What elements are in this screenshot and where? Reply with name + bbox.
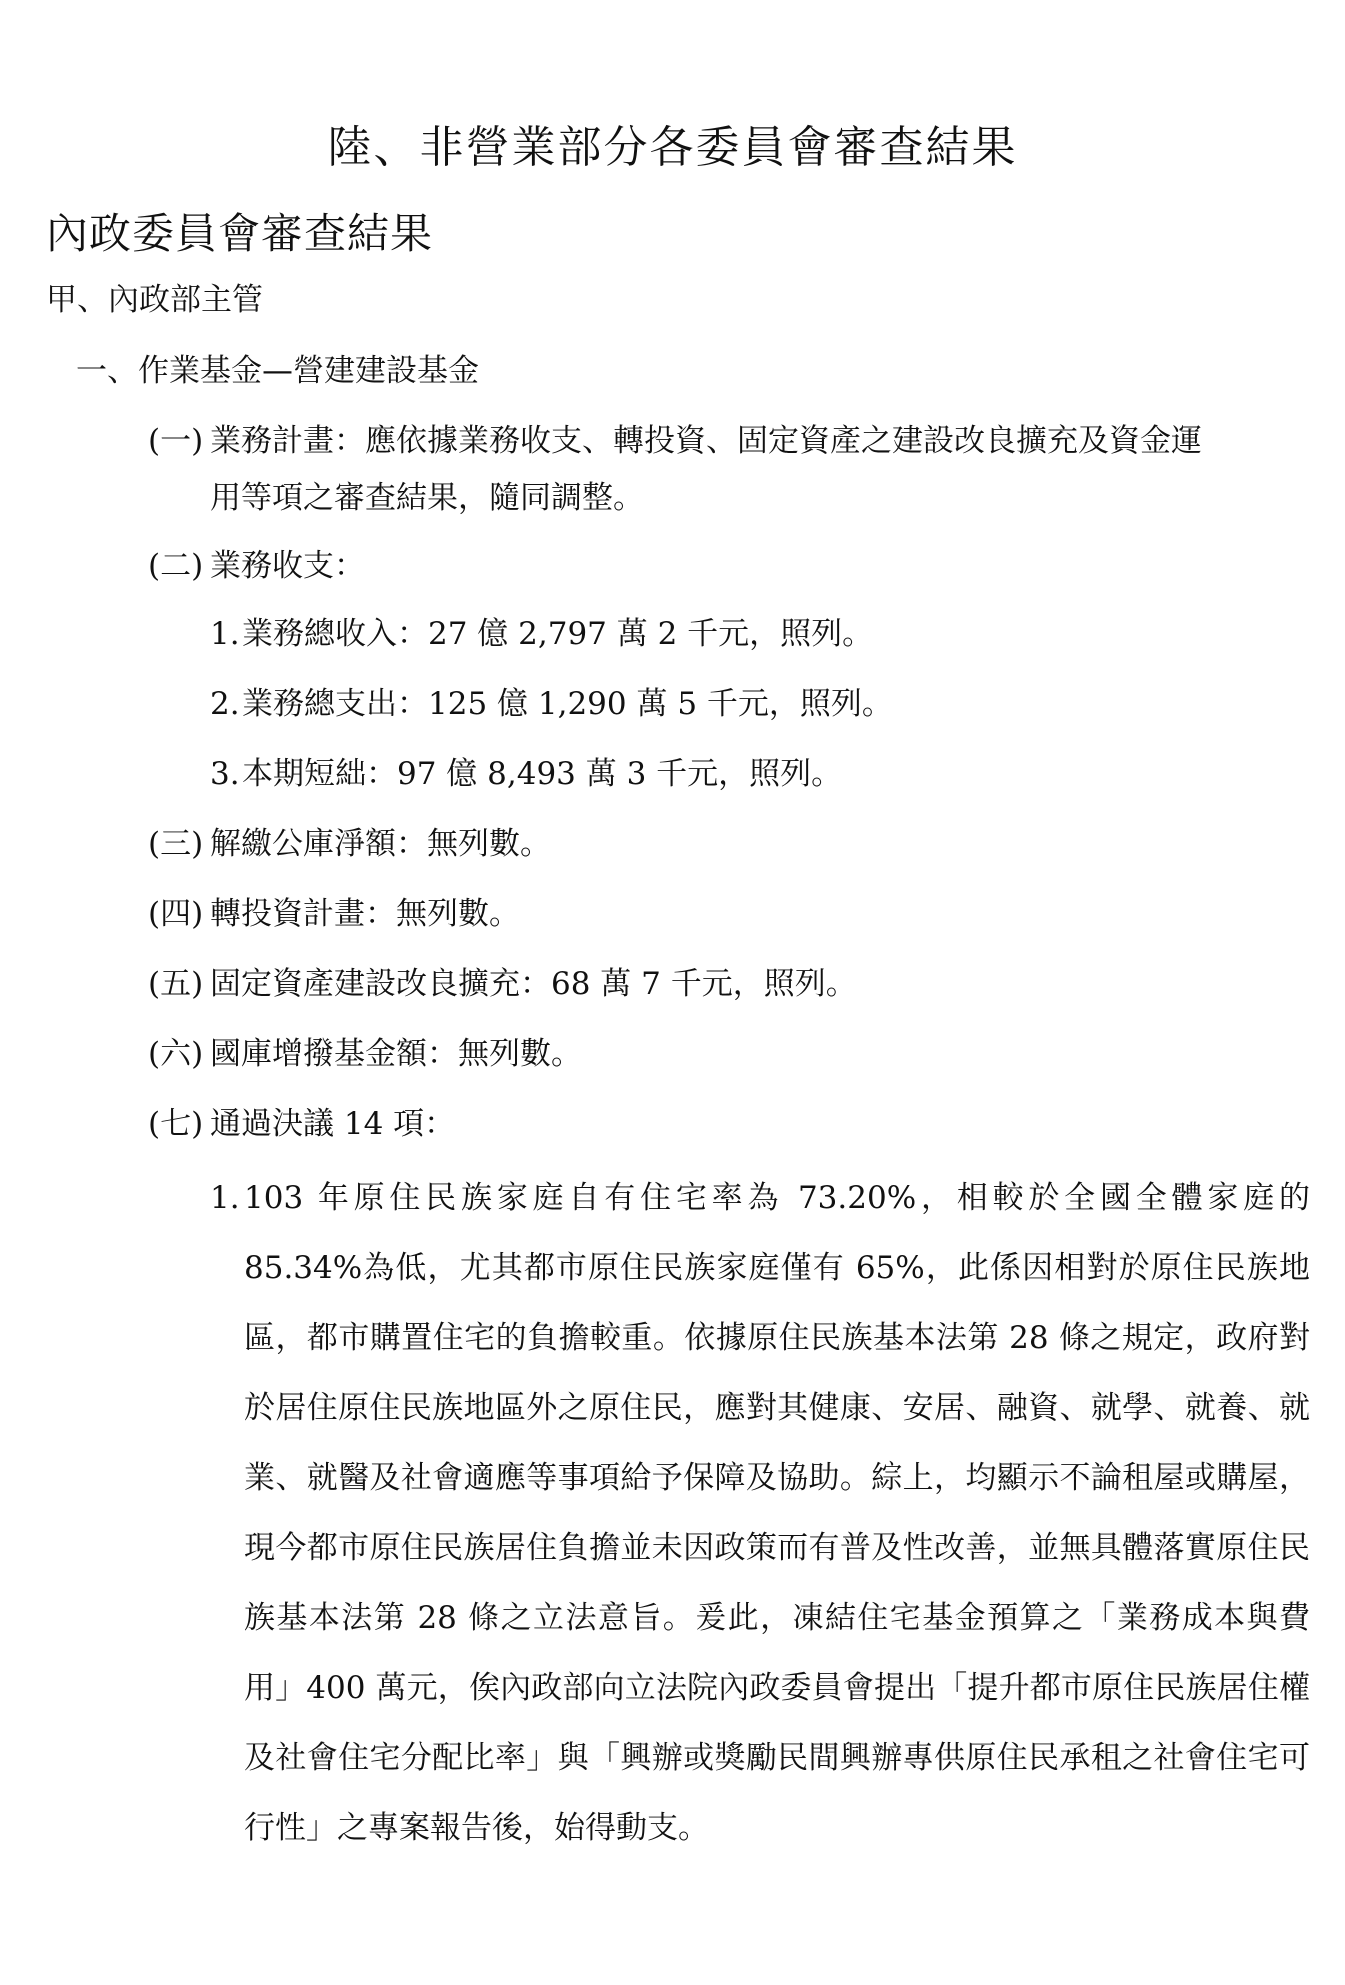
item-number: 2. [210, 686, 240, 722]
section-6 [148, 1032, 582, 1076]
section-2 [148, 544, 365, 588]
section-2-label: (二) [148, 548, 204, 584]
item-text: 業務總支出：125 億 1,290 萬 5 千元，照列。 [242, 686, 893, 722]
section-5 [148, 962, 857, 1006]
section-3-label: (三) [148, 826, 204, 862]
section-6-text: 國庫增撥基金額：無列數。 [210, 1036, 582, 1072]
section-7-label: (七) [148, 1106, 204, 1142]
section-3 [148, 822, 551, 866]
ministry-heading: 甲、內政部主管 [46, 282, 263, 318]
section-5-label: (五) [148, 966, 204, 1002]
section-4-text: 轉投資計畫：無列數。 [210, 896, 520, 932]
section-1-label: (一) [148, 423, 204, 459]
section-2-item-2 [210, 682, 893, 726]
section-7 [148, 1102, 455, 1146]
section-1 [148, 419, 1202, 463]
page-title: 陸、非營業部分各委員會審查結果 [327, 122, 1018, 173]
section-2-item-3 [210, 752, 842, 796]
section-6-label: (六) [148, 1036, 204, 1072]
section-7-text: 通過決議 14 項： [210, 1106, 456, 1142]
section-4 [148, 892, 520, 936]
item-text: 本期短絀：97 億 8,493 萬 3 千元，照列。 [242, 756, 843, 792]
section-1-text: 業務計畫：應依據業務收支、轉投資、固定資產之建設改良擴充及資金運 [210, 423, 1202, 459]
section-2-item-1 [210, 612, 873, 656]
fund-heading: 一、作業基金—營建建設基金 [76, 353, 479, 389]
item-text: 業務總收入：27 億 2,797 萬 2 千元，照列。 [242, 616, 874, 652]
section-3-text: 解繳公庫淨額：無列數。 [210, 826, 551, 862]
section-4-label: (四) [148, 896, 204, 932]
item-number: 1. [210, 616, 240, 652]
section-1-continuation: 用等項之審查結果，隨同調整。 [210, 480, 644, 516]
committee-heading: 內政委員會審查結果 [46, 209, 434, 258]
section-5-text: 固定資產建設改良擴充：68 萬 7 千元，照列。 [210, 966, 857, 1002]
resolution-1-text: 103 年原住民族家庭自有住宅率為 73.20%，相較於全國全體家庭的 85.34%為低，尤其都市原住民族家庭僅有 65%，此係因相對於原住民族地區，都市購置住宅的負擔較重。依據原住民族基本法第 28 條之規定，政府對於居住原住民族地區外之原住民，應對其健康、安居、融資、就學、就養、就業、就醫及社會適應等事項給予保障及協助。綜上，均顯示不論租屋或購屋，現今都市原住民族居住負擔並未因政策而有普及性改善，並無具體落實原住民族基本法第 28 條之立法意旨。爰此，凍結住宅基金預算之「業務成本與費用」400 萬元，俟內政部向立法院內政委員會提出「提升都市原住民族居住權及社會住宅分配比率」與「興辦或獎勵民間興辦專供原住民承租之社會住宅可行性」之專案報告後，始得動支。 [244, 1180, 1310, 1846]
resolution-1-number: 1. [210, 1180, 240, 1216]
item-number: 3. [210, 756, 240, 792]
section-2-text: 業務收支： [210, 548, 365, 584]
